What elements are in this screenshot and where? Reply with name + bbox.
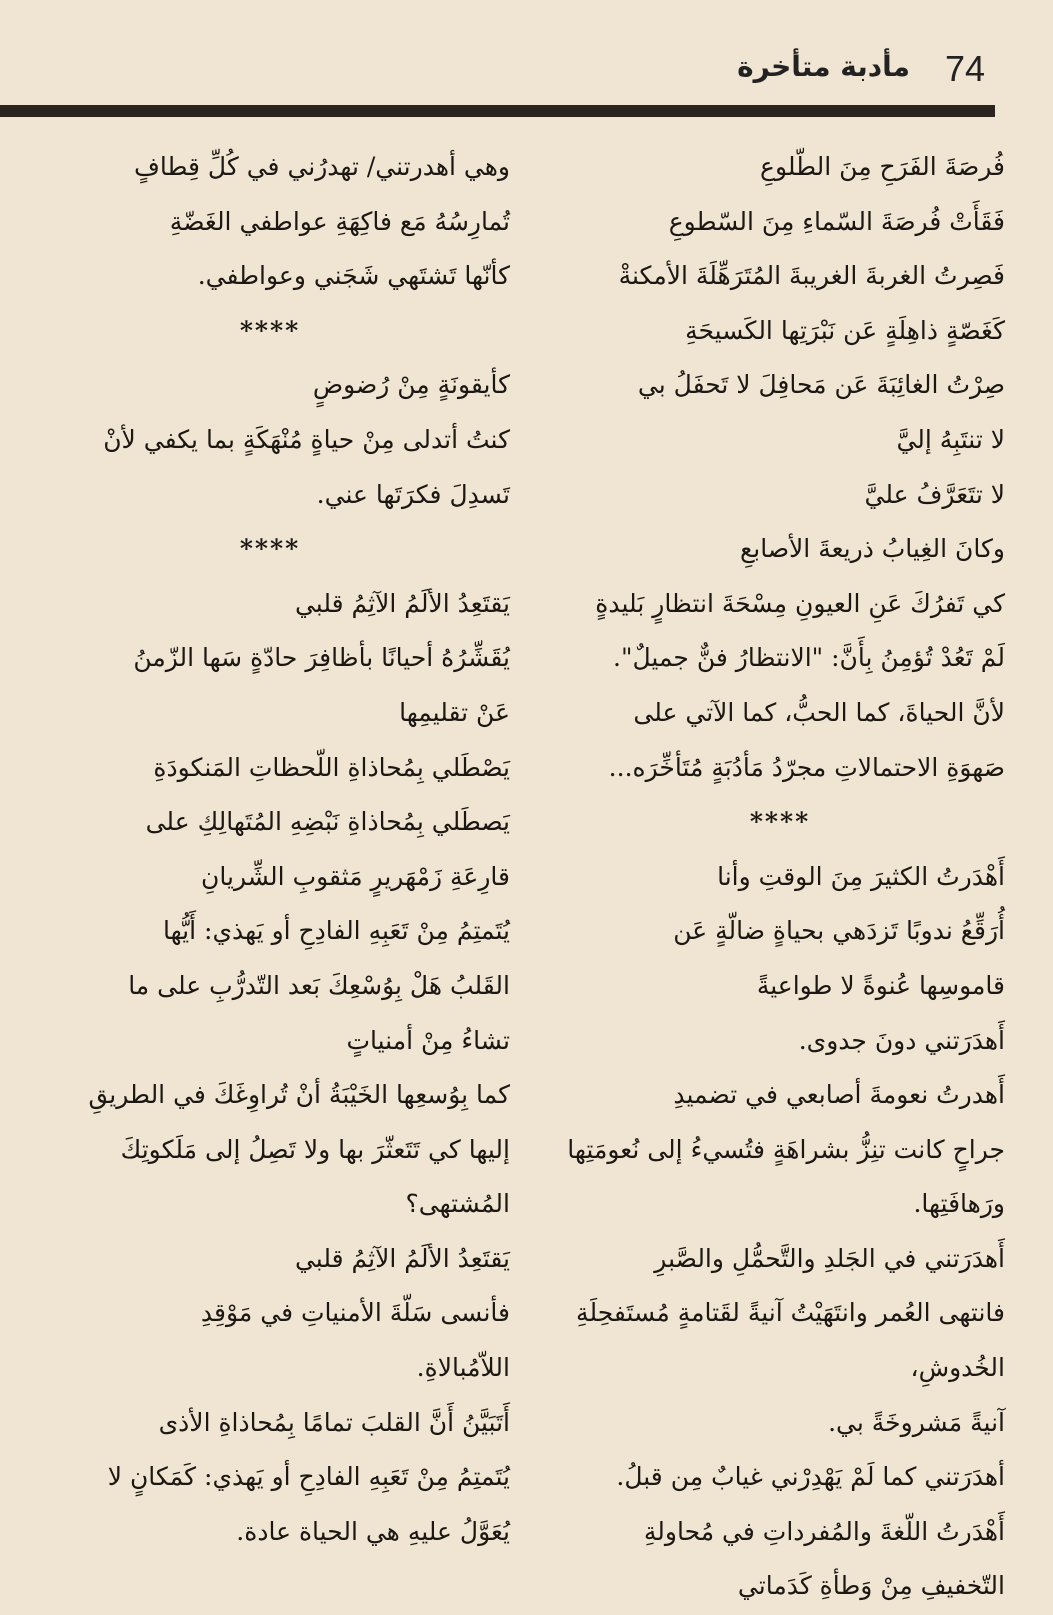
poem-line: الخُدوشِ، [910, 1353, 1005, 1383]
poem-line: يُتَمتِمُ مِنْ تَعَبِهِ الفادِحِ أو يَهذي: أَيُّها [163, 916, 510, 946]
poem-line: آنيةً مَشروخَةً بي. [828, 1407, 1005, 1437]
poem-line: أُرَقِّعُ ندوبًا تَزدَهي بحياةٍ ضالّةٍ عَن [673, 916, 1005, 946]
poem-line: فُرصَةَ الفَرَحِ مِنَ الطّلوعِ [760, 152, 1005, 181]
poem-line: أهدَرَتني كما لَمْ يَهْدِرْني غيابٌ مِن قبلُ. [616, 1462, 1005, 1492]
poem-line: لأنَّ الحياةَ، كما الحبُّ، كما الآتي على [633, 697, 1005, 727]
header-rule [0, 105, 995, 117]
poem-line: أَهدَرَتني دونَ جدوى. [798, 1025, 1005, 1055]
poem-line: أَهْدَرتُ اللّغةَ والمُفرداتِ في مُحاولةِ [643, 1516, 1005, 1546]
poem-line: يُقَشِّرُهُ أحيانًا بأظافِرَ حادّةٍ سَها الزّمنُ [133, 643, 510, 673]
poem-line: لا تتَعَرَّفُ عليَّ [864, 479, 1005, 509]
poem-line: أَتَبَيَّنُ أَنَّ القلبَ تمامًا بِمُحاذاةِ الأذى [158, 1407, 510, 1437]
poem-line: كأنّها تَشتَهي شَجَني وعواطفي. [197, 261, 510, 291]
poem-line: يُعَوَّلُ عليهِ هي الحياة عادة. [236, 1516, 510, 1546]
poem-line: كما بِوُسعِها الخَيْبَةُ أنْ تُراوِغَكَ في الطريقِ [88, 1080, 510, 1110]
poem-line: جراحٍ كانت تنِزُّ بشراهَةٍ فتُسيءُ إلى نُعومَتِها [567, 1134, 1005, 1164]
poem-line: المُشتهى؟ [405, 1189, 510, 1219]
poem-line: تُمارِسُهُ مَع فاكِهَةِ عواطفي الغَضّةِ [169, 206, 510, 236]
section-separator: **** [239, 315, 301, 345]
poem-line: فَصِرتُ الغربةَ الغريبةَ المُتَرَهِّلَةَ الأمكنةْ [618, 261, 1005, 291]
poem-line: إليها كي تَتَعثّرَ بها ولا تَصِلُ إلى مَلَكوتِكَ [120, 1134, 510, 1164]
section-separator: **** [239, 534, 301, 564]
poem-line: كي تَفرُكَ عَنِ العيونِ مِسْحَةَ انتظارٍ بَليدةٍ [595, 588, 1005, 618]
poem-line: اللاّمُبالاةِ. [416, 1353, 510, 1383]
poem-line: فَقَأَتْ فُرصَةَ السّماءِ مِنَ السّطوعِ [668, 206, 1005, 236]
poem-line: القَلبُ هَلْ بِوُسْعِكَ بَعد التّدرُّبِ على ما [128, 970, 510, 1000]
poem-line: لا تنتَبِهُ إليَّ [896, 424, 1005, 454]
poem-line: أَهدرتُ نعومةَ أصابعي في تضميدِ [673, 1080, 1005, 1110]
poem-line: فانتهى العُمر وانتَهَيْتُ آنيةً لقَتامةٍ مُستَفحِلَةِ [576, 1298, 1005, 1328]
poem-line: فأنسى سَلّةَ الأمنياتِ في مَوْقِدِ [200, 1298, 510, 1328]
poem-line: وكانَ الغِيابُ ذريعةَ الأصابعِ [739, 534, 1005, 564]
poem-line: التّخفيفِ مِنْ وَطأةِ كَدَماتي [737, 1571, 1005, 1601]
poem-line: قارِعَةِ زَمْهَريرٍ مَثقوبِ الشِّريانِ [201, 861, 510, 891]
right-column [555, 140, 1005, 1614]
poem-line: صِرْتُ الغائِبَةَ عَن مَحافِلَ لا تَحفَلُ بي [637, 370, 1005, 400]
poem-line: صَهوَةِ الاحتمالاتِ مجرّدُ مَأدُبَةٍ مُتَأخِّرَه... [608, 752, 1005, 782]
section-separator: **** [749, 807, 811, 837]
poem-line: أَهدَرَتني في الجَلدِ والتَّحمُّلِ والصَّبرِ [654, 1243, 1005, 1273]
poem-line: يُتَمتِمُ مِنْ تَعَبِهِ الفادِحِ أو يَهذي: كَمَكانٍ لا [107, 1462, 510, 1492]
poem-line: تَسدِلَ فكرَتَها عني. [316, 479, 510, 509]
poem-line: ورَهافَتِها. [913, 1189, 1005, 1219]
running-title: مأدبة متأخرة [737, 50, 910, 83]
poem-line: يَصْطَلي بِمُحاذاةِ اللّحظاتِ المَنكودَةِ [153, 752, 510, 782]
poem-line: كنتُ أتدلى مِنْ حياةٍ مُنْهَكَةٍ بما يكفي لأنْ [103, 424, 510, 454]
poem-line: عَنْ تقليمِها [399, 697, 510, 727]
poem-line: وهي أهدرتني/ تهدرُني في كُلِّ قِطافٍ [133, 152, 510, 181]
poem-line: كَغَصّةٍ ذاهِلَةٍ عَن نَبْرَتِها الكَسيحَةِ [685, 315, 1005, 345]
poem-line: أَهْدَرتُ الكثيرَ مِنَ الوقتِ وأنا [717, 861, 1005, 891]
poem-line: يَصطَلي بِمُحاذاةِ نَبْضِهِ المُتَهالِكِ على [145, 807, 510, 837]
poem-line: تشاءُ مِنْ أمنياتٍ [346, 1025, 510, 1055]
poem-line: لَمْ تَعُدْ تُؤمِنُ بِأَنَّ: "الانتظارُ فنٌّ جميلٌ". [613, 643, 1005, 673]
left-column [30, 140, 510, 1559]
poem-line: يَقتَعِدُ الألَمُ الآثِمُ قلبي [294, 588, 510, 618]
poem-line: كأيقونَةٍ مِنْ رُضوضٍ [312, 370, 510, 400]
page-number: 74 [945, 48, 986, 89]
poem-line: يَقتَعِدُ الألَمُ الآثِمُ قلبي [294, 1243, 510, 1273]
poem-line: قاموسِها عُنوةً لا طواعيةً [756, 970, 1005, 1000]
